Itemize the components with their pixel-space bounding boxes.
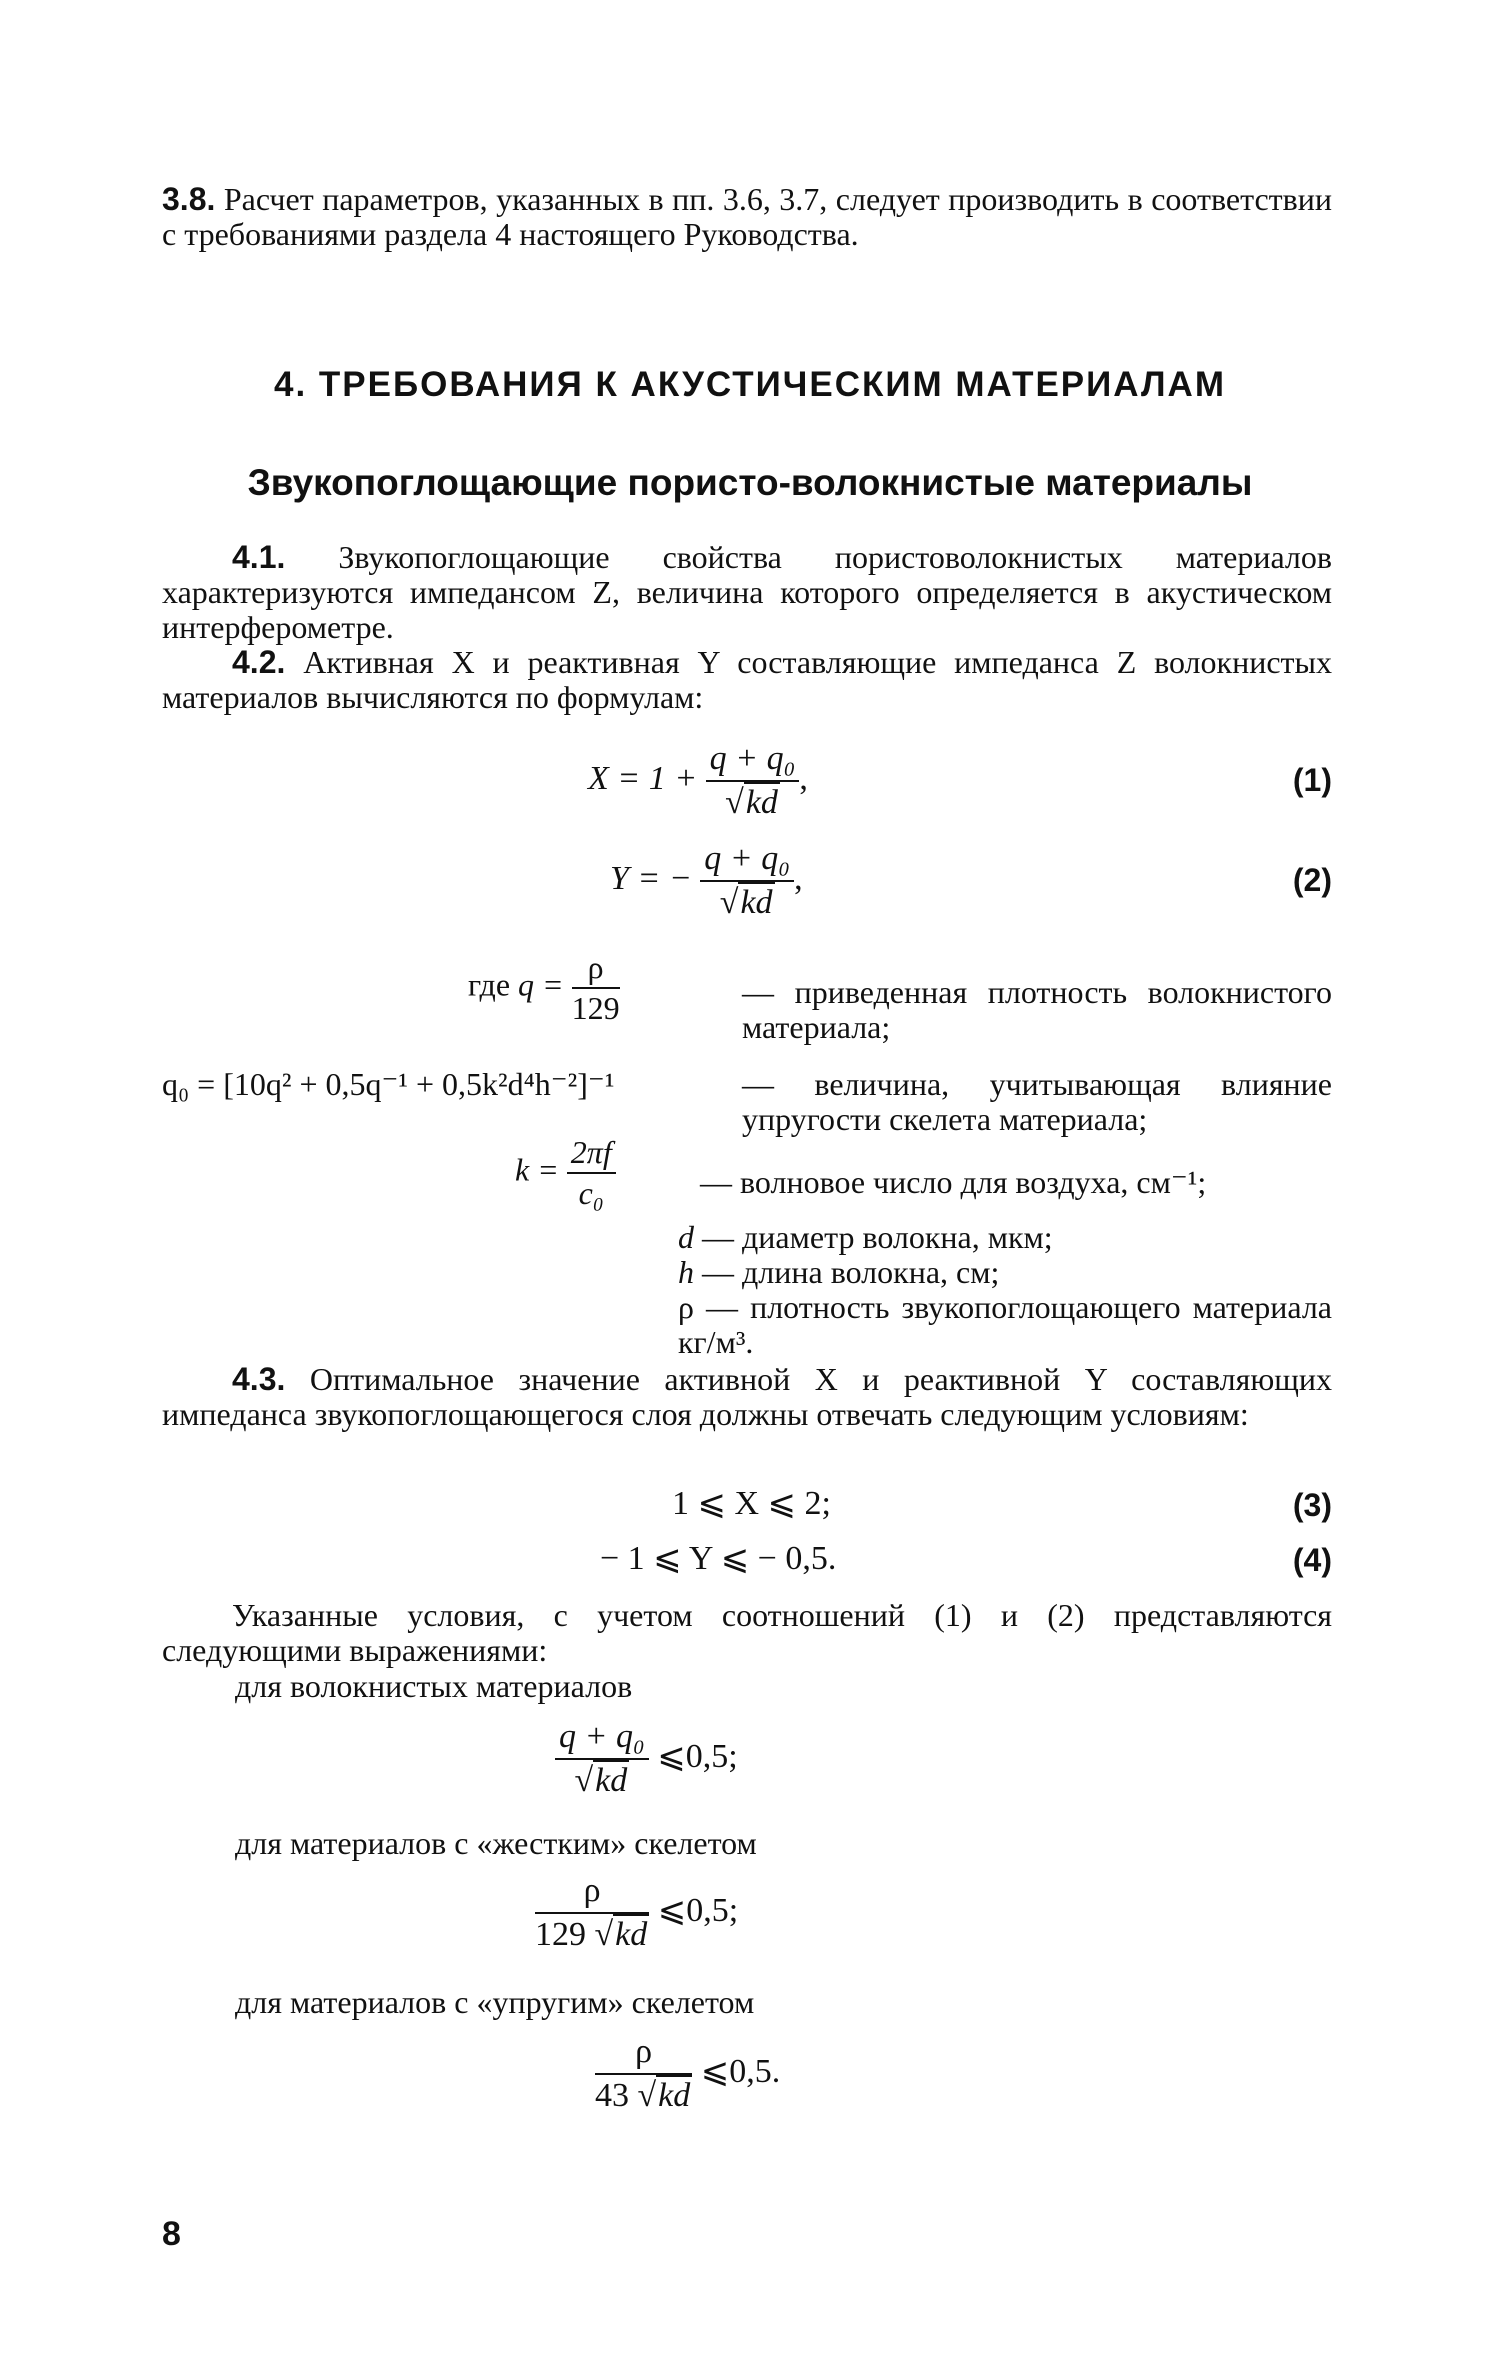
definition-h	[678, 1255, 999, 1290]
paragraph-text: Оптимальное значение активной X и реактивной Y составляющих импеданса звукопоглощающегося слоя должны отвечать следующим условиям:	[162, 1361, 1332, 1432]
condition-fibrous	[555, 1718, 738, 1800]
definition-q0-formula: q₀ = [10q² + 0,5q⁻¹ + 0,5k²d⁴h⁻²]⁻¹	[162, 1066, 615, 1102]
fraction-denominator: 43 √kd	[595, 2077, 691, 2114]
label-rigid: для материалов с «жестким» скелетом	[235, 1825, 757, 1861]
definition-description: — длина волокна, см;	[702, 1254, 1000, 1290]
label-elastic: для материалов с «упругим» скелетом	[235, 1984, 755, 2020]
definition-k	[515, 1135, 616, 1211]
definition-symbol: h	[678, 1254, 694, 1290]
definition-q-description: — приведенная плотность волокнистого материала;	[742, 974, 1332, 1045]
fraction-denominator: √kd	[719, 884, 773, 921]
definition-k-description: — волновое число для воздуха, см⁻¹;	[700, 1164, 1207, 1200]
fraction-denominator: 129 √kd	[535, 1916, 648, 1953]
equation-number-4: (4)	[1292, 1542, 1332, 1578]
equation-1	[588, 740, 808, 822]
equation-number-1: (1)	[1292, 762, 1332, 798]
lead-word: где	[468, 966, 511, 1003]
fraction-numerator: q + q₀	[700, 840, 794, 882]
fraction-denominator: 129	[571, 990, 620, 1026]
paragraph-number: 4.1.	[232, 539, 286, 575]
paragraph-text: Активная X и реактивная Y составляющие импеданса Z волокнистых материалов вычисляются по формулам:	[162, 644, 1332, 715]
subsection-title: Звукопоглощающие пористо-волокнистые материалы	[247, 462, 1253, 503]
sqrt-argument: kd	[745, 784, 778, 821]
equation-lhs: Y = −	[610, 859, 692, 897]
definition-description: — плотность звукопоглощающего материала кг/м³.	[678, 1289, 1333, 1360]
fraction	[700, 840, 794, 922]
definition-lhs: k =	[515, 1151, 559, 1188]
condition-rhs: ⩽0,5.	[700, 2052, 781, 2090]
fraction-numerator: q + q₀	[706, 740, 800, 782]
fraction	[555, 1718, 649, 1800]
equation-tail: ,	[794, 859, 803, 897]
equation-4: − 1 ⩽ Y ⩽ − 0,5.	[600, 1540, 837, 1577]
definition-lhs: q =	[518, 966, 564, 1003]
paragraph-number: 3.8.	[162, 181, 216, 217]
section-title: 4. ТРЕБОВАНИЯ К АКУСТИЧЕСКИМ МАТЕРИАЛАМ	[273, 365, 1226, 404]
paragraph-4-1	[162, 540, 1332, 645]
page-number: 8	[162, 2215, 181, 2253]
sqrt-argument: kd	[615, 1916, 648, 1953]
fraction-denominator: √kd	[574, 1762, 628, 1799]
condition-elastic	[595, 2033, 780, 2115]
equation-tail: ,	[799, 759, 808, 797]
paragraph-text: Расчет параметров, указанных в пп. 3.6, 3.7, следует производить в соответствии с требованиями раздела 4 настоящего Руководства.	[162, 181, 1332, 252]
sqrt-argument: kd	[595, 1762, 628, 1799]
fraction	[567, 1135, 616, 1211]
coefficient: 129	[535, 1916, 586, 1953]
paragraph-text: Звукопоглощающие свойства пористоволокнистых материалов характеризуются импедансом Z, величина которого определяется в акустическом интерферометре.	[162, 539, 1332, 645]
paragraph-4-2	[162, 645, 1332, 715]
paragraph-conditions: Указанные условия, с учетом соотношений (1) и (2) представляются следующими выражениями:	[162, 1597, 1332, 1668]
fraction-denominator: c₀	[578, 1175, 604, 1211]
fraction	[572, 950, 620, 1026]
fraction-numerator: q + q₀	[555, 1718, 649, 1760]
equation-number-2: (2)	[1292, 862, 1332, 898]
sqrt-argument: kd	[658, 2077, 691, 2114]
paragraph-4-3	[162, 1362, 1332, 1432]
coefficient: 43	[595, 2077, 629, 2114]
definition-q	[468, 950, 620, 1026]
definition-description: — диаметр волокна, мкм;	[702, 1219, 1053, 1255]
label-fibrous: для волокнистых материалов	[235, 1668, 633, 1704]
paragraph-3-8	[162, 182, 1332, 252]
fraction-numerator: ρ	[572, 950, 620, 989]
definition-q0-description: — величина, учитывающая влияние упругости скелета материала;	[742, 1066, 1332, 1137]
fraction-denominator: √kd	[725, 784, 778, 821]
fraction-numerator: ρ	[595, 2033, 692, 2075]
definition-d	[678, 1220, 1053, 1255]
equation-3: 1 ⩽ X ⩽ 2;	[672, 1485, 831, 1522]
sqrt-argument: kd	[740, 884, 773, 921]
definition-symbol: ρ	[678, 1289, 694, 1325]
paragraph-number: 4.2.	[232, 644, 286, 680]
fraction	[706, 740, 800, 822]
fraction-numerator: ρ	[535, 1872, 649, 1914]
definition-rho	[678, 1290, 1332, 1360]
fraction	[595, 2033, 692, 2115]
fraction	[535, 1872, 649, 1954]
definition-symbol: d	[678, 1219, 694, 1255]
equation-number-3: (3)	[1292, 1487, 1332, 1523]
equation-lhs: X = 1 +	[588, 759, 698, 797]
fraction-numerator: 2πf	[567, 1135, 616, 1174]
equation-2	[610, 840, 803, 922]
condition-rhs: ⩽0,5;	[657, 1891, 739, 1929]
condition-rigid	[535, 1872, 738, 1954]
condition-rhs: ⩽0,5;	[657, 1737, 738, 1775]
paragraph-number: 4.3.	[232, 1361, 286, 1397]
